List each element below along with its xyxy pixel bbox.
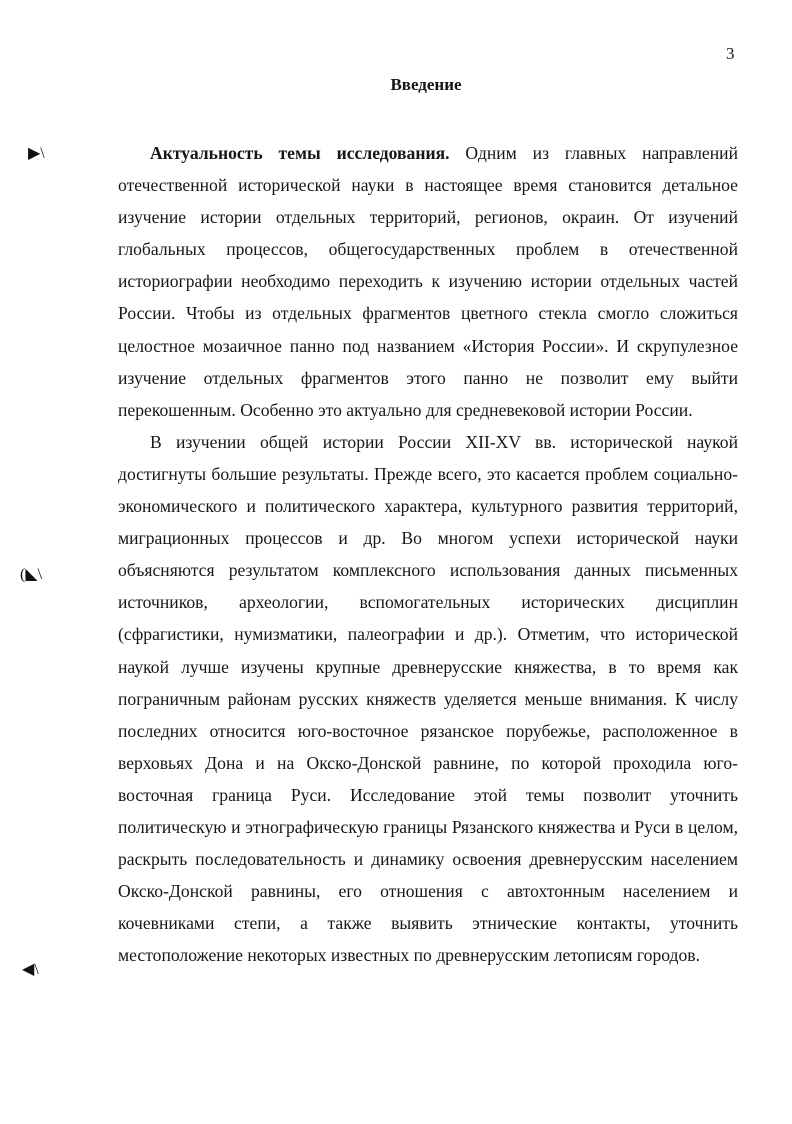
page-title: Введение <box>390 75 462 94</box>
paragraph-text: Одним из главных направлений отечественной исторической науки в настоящее время становится детальное изучение истории отдельных территорий, регионов, окраин. От изучений глобальных процессов, общегосударственных проблем в отечественной историографии необходимо переходить к изучению истории отдельных частей России. Чтобы из отдельных фрагментов цветного стекла смогло сложиться целостное мозаичное панно под названием «История России». И скрупулезное изучение отдельных фрагментов этого панно не позволит ему выйти перекошенным. Особенно это актуально для средневековой истории России. <box>118 143 738 420</box>
body-text <box>118 137 738 971</box>
paragraph-text: В изучении общей истории России XII-XV вв. исторической наукой достигнуты большие результаты. Прежде всего, это касается проблем социально-экономического и политического характера, культурного развития территорий, миграционных процессов и др. Во многом успехи исторической науки объясняются результатом комплексного использования данных письменных источников, археологии, вспомогательных исторических дисциплин (сфрагистики, нумизматики, палеографии и др.). Отметим, что исторической наукой лучше изучены крупные древнерусские княжества, в то время как пограничным районам русских княжеств уделяется меньше внимания. К числу последних относится юго-восточное рязанское порубежье, расположенное в верховьях Дона и на Окско-Донской равнине, по которой проходила юго-восточная граница Руси. Исследование этой темы позволит уточнить политическую и этнографическую границы Рязанского княжества и Руси в целом, раскрыть последовательность и динамику освоения древнерусским населением Окско-Донской равнины, его отношения с автохтонным населением и кочевниками степи, а также выявить этнические контакты, уточнить местоположение некоторых известных по древнерусским летописям городов. <box>118 431 738 966</box>
page-number: 3 <box>726 44 735 63</box>
margin-mark-icon: ◀\ <box>22 961 39 978</box>
paragraph-lead: Актуальность темы исследования. <box>150 143 450 163</box>
paragraph-relevance <box>118 137 738 426</box>
margin-mark-icon: ▶\ <box>28 145 45 162</box>
paragraph-history <box>118 426 738 972</box>
margin-mark-icon: (◣\ <box>20 566 43 583</box>
